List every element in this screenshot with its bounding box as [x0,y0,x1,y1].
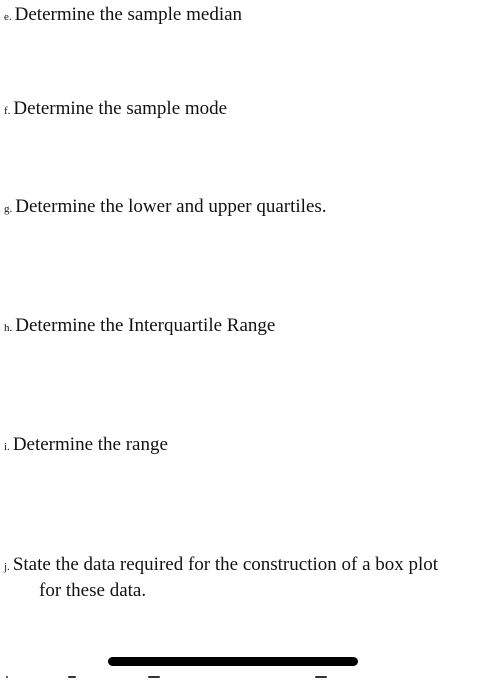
question-text-continuation: for these data. [39,580,147,601]
cut-off-glyph [6,676,8,678]
question-text: Determine the Interquartile Range [15,315,276,336]
question-marker: g. [4,203,13,215]
question-text: Determine the lower and upper quartiles. [15,196,327,217]
question-f [4,97,227,123]
question-marker: e. [4,11,12,23]
question-marker: j. [4,561,10,573]
question-marker: h. [4,322,13,334]
cut-off-glyph [315,676,327,678]
question-i [4,433,168,459]
question-text: Determine the range [12,434,168,455]
question-text: Determine the sample median [14,4,243,25]
question-j [4,553,438,603]
question-marker: f. [4,105,11,117]
question-text: State the data required for the construction of a box plot [12,554,439,575]
question-text: Determine the sample mode [13,98,228,119]
cut-off-glyph [148,676,160,678]
question-marker: i. [4,441,10,453]
question-h [4,314,275,340]
question-g [4,195,327,221]
cut-off-text-fragments [0,676,482,680]
question-e [4,3,242,29]
home-indicator-bar[interactable] [108,657,358,666]
cut-off-glyph [68,676,76,678]
